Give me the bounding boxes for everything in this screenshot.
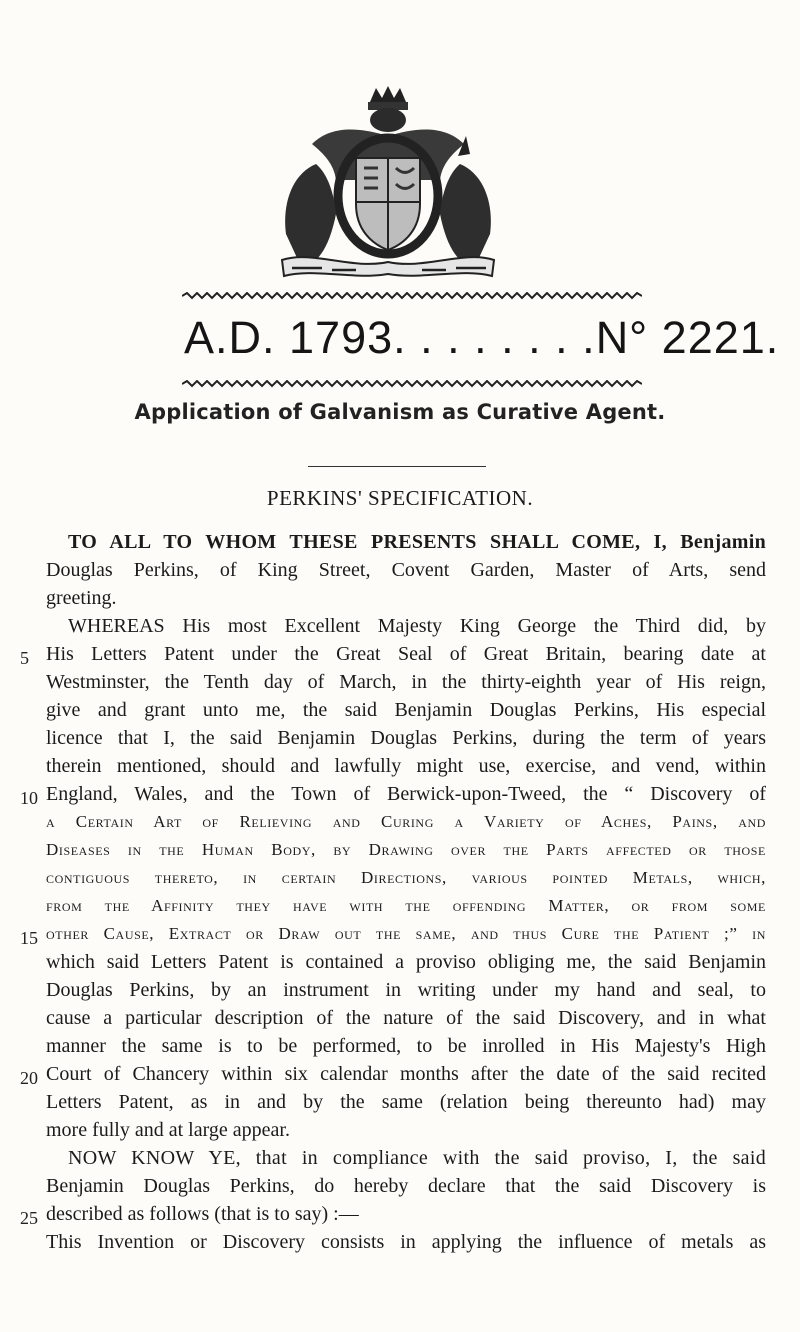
top-ornamental-border <box>182 292 642 300</box>
body-line: This Invention or Discovery consists in applying the influence of metals as <box>46 1231 766 1253</box>
body-line: manner the same is to be performed, to be inrolled in His Majesty's High <box>46 1035 766 1057</box>
body-line: described as follows (that is to say) :— <box>46 1203 359 1225</box>
body-line: Benjamin Douglas Perkins, do hereby declare that the said Discovery is <box>46 1175 766 1197</box>
line-number: 15 <box>20 928 38 948</box>
body-line: Court of Chancery within six calendar months after the date of the said recited <box>46 1063 766 1085</box>
patent-heading <box>184 308 780 368</box>
body-line: NOW KNOW YE, that in compliance with the said proviso, I, the said <box>68 1147 766 1169</box>
document-title: Application of Galvanism as Curative Agent. <box>134 400 666 424</box>
body-line: cause a particular description of the nature of the said Discovery, and in what <box>46 1007 766 1029</box>
body-line: more fully and at large appear. <box>46 1119 290 1141</box>
body-line: England, Wales, and the Town of Berwick-upon-Tweed, the “ Discovery of <box>46 783 766 805</box>
line-number: 20 <box>20 1068 38 1088</box>
body-line: Letters Patent, as in and by the same (relation being thereunto had) may <box>46 1091 766 1113</box>
line-number: 25 <box>20 1208 38 1228</box>
heading-dots: . . . . . . . . <box>393 312 596 363</box>
body-line: TO ALL TO WHOM THESE PRESENTS SHALL COME, I, Benjamin <box>68 531 766 553</box>
body-line: greeting. <box>46 587 117 609</box>
body-line: Diseases in the Human Body, by Drawing over the Parts affected or those <box>46 840 766 859</box>
document-subtitle: PERKINS' SPECIFICATION. <box>266 486 534 510</box>
body-line: Douglas Perkins, by an instrument in writing under my hand and seal, to <box>46 979 766 1001</box>
royal-coat-of-arms <box>272 84 504 280</box>
body-line: His Letters Patent under the Great Seal of Great Britain, bearing date at <box>46 643 766 665</box>
body-line: other Cause, Extract or Draw out the same, and thus Cure the Patient ;” in <box>46 924 766 943</box>
line-number: 10 <box>20 788 38 808</box>
body-line: from the Affinity they have with the offending Matter, or from some <box>46 896 766 915</box>
body-line: Douglas Perkins, of King Street, Covent Garden, Master of Arts, send <box>46 559 766 581</box>
body-line: Westminster, the Tenth day of March, in the thirty-eighth year of His reign, <box>46 671 766 693</box>
body-line: WHEREAS His most Excellent Majesty King George the Third did, by <box>68 615 766 637</box>
title-rule <box>308 466 486 467</box>
body-line: licence that I, the said Benjamin Douglas Perkins, during the term of years <box>46 727 766 749</box>
patent-number: N° 2221. <box>595 312 780 363</box>
body-line: which said Letters Patent is contained a proviso obliging me, the said Benjamin <box>46 951 766 973</box>
body-line: contiguous thereto, in certain Directions, various pointed Metals, which, <box>46 868 766 887</box>
patent-year: A.D. 1793 <box>184 312 394 363</box>
body-line: a Certain Art of Relieving and Curing a Variety of Aches, Pains, and <box>46 812 766 831</box>
body-line: give and grant unto me, the said Benjamin Douglas Perkins, His especial <box>46 699 766 721</box>
line-number: 5 <box>20 648 29 668</box>
body-line: therein mentioned, should and lawfully might use, exercise, and vend, within <box>46 755 766 777</box>
bottom-ornamental-border <box>182 380 642 388</box>
